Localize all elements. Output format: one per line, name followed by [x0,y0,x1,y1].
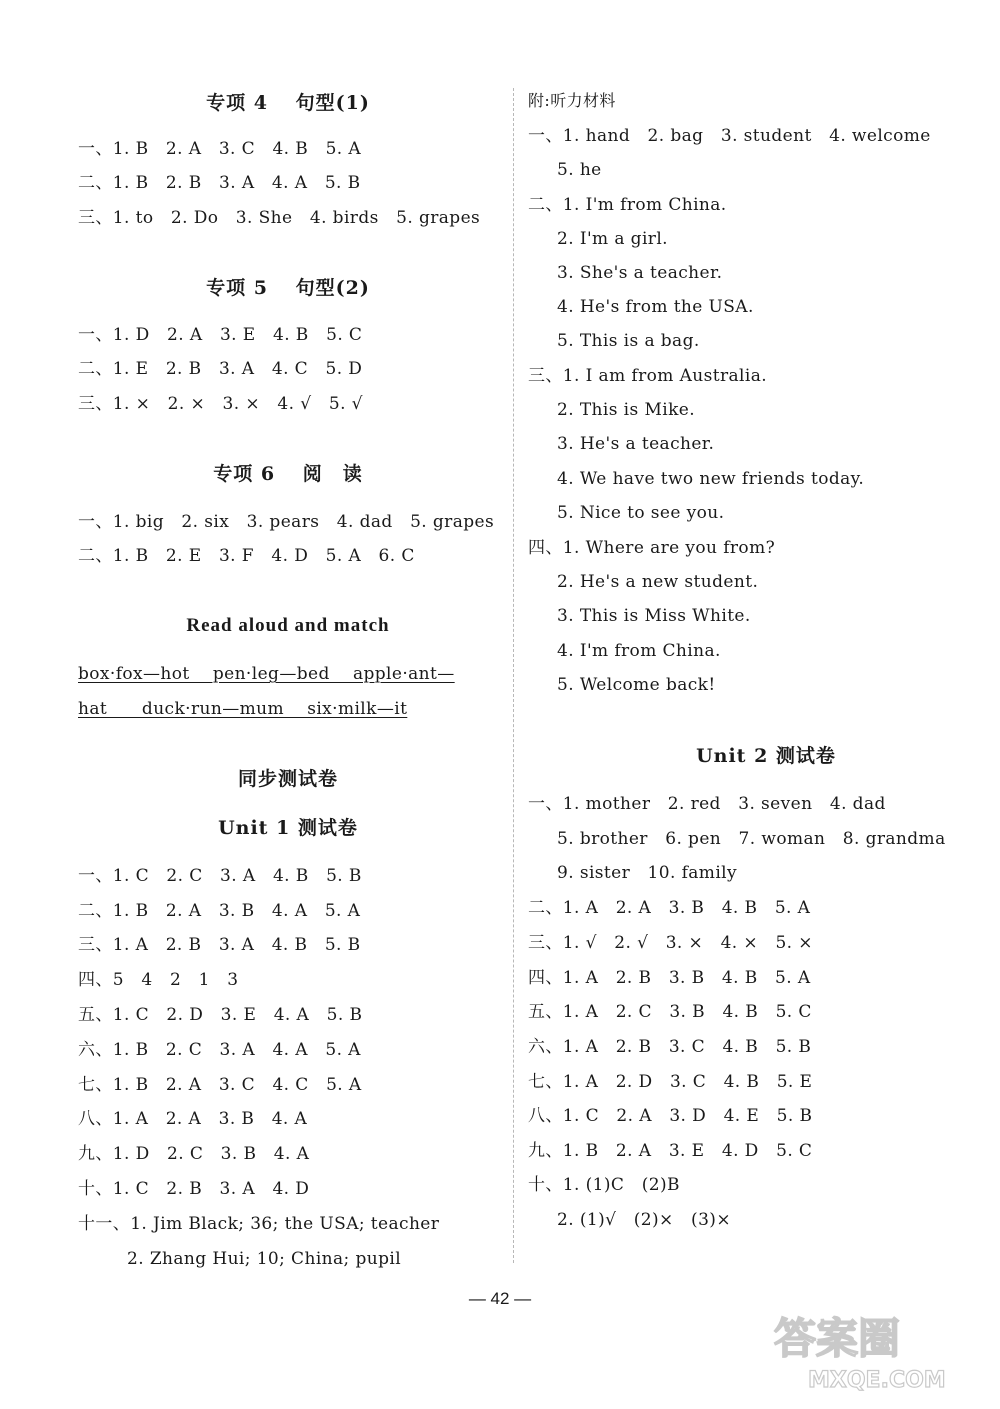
right-answer-line: 七、1. A 2. D 3. C 4. B 5. E [528,1072,813,1092]
right-answer-line: 5. he [557,160,602,180]
right-answer-line: 4. We have two new friends today. [557,469,865,489]
left-answer-line: 一、1. B 2. A 3. C 4. B 5. A [78,139,362,159]
left-answer-line: 一、1. big 2. six 3. pears 4. dad 5. grapes [78,512,495,532]
right-answer-line: 4. He's from the USA. [557,297,754,317]
right-answer-line: 一、1. hand 2. bag 3. student 4. welcome [528,126,931,146]
left-answer-line: 三、1. to 2. Do 3. She 4. birds 5. grapes [78,208,481,228]
left-answer-line: 十、1. C 2. B 3. A 4. D [78,1179,310,1199]
left-answer-line: 二、1. B 2. B 3. A 4. A 5. B [78,173,361,193]
left-answer-line: 九、1. D 2. C 3. B 4. A [78,1144,310,1164]
right-answer-line: 3. This is Miss White. [557,606,751,626]
right-answer-line: 5. This is a bag. [557,331,700,351]
left-answer-line: 三、1. × 2. × 3. × 4. √ 5. √ [78,394,363,414]
left-section-title: Read aloud and match [186,615,390,636]
right-answer-line: 3. She's a teacher. [557,263,723,283]
right-answer-line: 5. Welcome back! [557,675,716,695]
right-answer-line: 三、1. I am from Australia. [528,366,768,386]
right-answer-line: 五、1. A 2. C 3. B 4. B 5. C [528,1002,812,1022]
right-appendix-heading: 附:听力材料 [528,91,616,110]
right-answer-line: 二、1. A 2. A 3. B 4. B 5. A [528,898,811,918]
left-answer-line: 2. Zhang Hui; 10; China; pupil [127,1249,402,1269]
right-answer-line: 八、1. C 2. A 3. D 4. E 5. B [528,1106,813,1126]
left-answer-line: 二、1. B 2. E 3. F 4. D 5. A 6. C [78,546,415,566]
right-answer-line: 九、1. B 2. A 3. E 4. D 5. C [528,1141,813,1161]
right-answer-line: 5. brother 6. pen 7. woman 8. grandma [557,829,946,849]
right-answer-line: 六、1. A 2. B 3. C 4. B 5. B [528,1037,812,1057]
left-answer-line: 七、1. B 2. A 3. C 4. C 5. A [78,1075,362,1095]
right-answer-line: 3. He's a teacher. [557,434,715,454]
left-section-title: Unit 1 测试卷 [218,817,358,839]
left-answer-line: hat duck·run—mum six·milk—it [78,699,408,719]
watermark-domain: MXQE.COM [808,1368,946,1393]
watermark-brand: 答案圈 [774,1314,901,1363]
right-answer-line: 5. Nice to see you. [557,503,725,523]
left-answer-line: 八、1. A 2. A 3. B 4. A [78,1109,308,1129]
right-answer-line: 2. He's a new student. [557,572,759,592]
right-answer-line: 2. I'm a girl. [557,229,668,249]
left-answer-line: 四、5 4 2 1 3 [78,970,239,990]
left-answer-line: 一、1. D 2. A 3. E 4. B 5. C [78,325,363,345]
left-answer-line: 二、1. E 2. B 3. A 4. C 5. D [78,359,363,379]
right-answer-line: 四、1. Where are you from? [528,538,776,558]
left-answer-line: 十一、1. Jim Black; 36; the USA; teacher [78,1214,440,1234]
right-section-title: Unit 2 测试卷 [696,745,836,767]
left-section-title: 专项 6 阅 读 [213,463,363,485]
right-answer-line: 十、1. (1)C (2)B [528,1175,680,1195]
left-answer-line: 二、1. B 2. A 3. B 4. A 5. A [78,901,361,921]
left-answer-line: 六、1. B 2. C 3. A 4. A 5. A [78,1040,361,1060]
right-answer-line: 四、1. A 2. B 3. B 4. B 5. A [528,968,811,988]
column-divider [513,88,514,1263]
right-answer-line: 2. (1)√ (2)× (3)× [557,1210,731,1230]
watermark-logo [768,1305,986,1395]
right-answer-line: 一、1. mother 2. red 3. seven 4. dad [528,794,886,814]
right-answer-line: 4. I'm from China. [557,641,721,661]
page-number: — 42 — [468,1289,532,1308]
right-answer-line: 二、1. I'm from China. [528,195,727,215]
left-section-title: 专项 5 句型(2) [206,277,370,299]
left-answer-line: 一、1. C 2. C 3. A 4. B 5. B [78,866,362,886]
left-section-title: 专项 4 句型(1) [206,92,370,114]
left-answer-line: box·fox—hot pen·leg—bed apple·ant— [78,664,455,684]
left-section-title: 同步测试卷 [237,768,338,790]
right-answer-line: 2. This is Mike. [557,400,696,420]
right-answer-line: 9. sister 10. family [557,863,737,883]
right-answer-line: 三、1. √ 2. √ 3. × 4. × 5. × [528,933,813,953]
left-answer-line: 三、1. A 2. B 3. A 4. B 5. B [78,935,361,955]
left-answer-line: 五、1. C 2. D 3. E 4. A 5. B [78,1005,363,1025]
